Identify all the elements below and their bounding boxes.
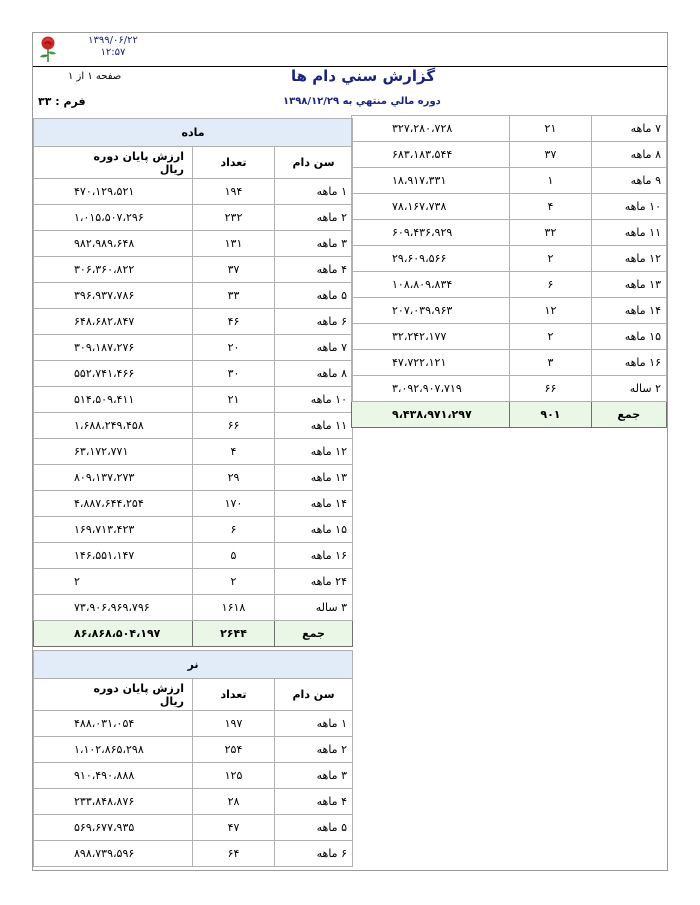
column-header-row [34, 147, 353, 179]
table-row [34, 387, 353, 413]
value-header-line1: ارزش پايان دوره [93, 149, 184, 163]
table-row [352, 298, 667, 324]
value-cell: ۱،۱۰۲،۸۶۵،۲۹۸ [34, 737, 193, 763]
count-cell: ۲۵۴ [193, 737, 275, 763]
report-datetime [83, 35, 143, 59]
male-table-body [34, 651, 353, 867]
count-cell: ۲ [510, 246, 591, 272]
value-header-line2: ريال [159, 694, 184, 708]
count-column-header: تعداد [193, 147, 275, 179]
age-cell: ۲ ماهه [275, 205, 353, 231]
value-column-header [34, 679, 193, 711]
count-cell: ۳۰ [193, 361, 275, 387]
table-row [34, 517, 353, 543]
value-cell: ۱۶۹،۷۱۳،۴۲۳ [34, 517, 193, 543]
age-cell: ۱۱ ماهه [591, 220, 667, 246]
age-cell: ۳ ماهه [275, 231, 353, 257]
value-cell: ۴۷۰،۱۲۹،۵۲۱ [34, 179, 193, 205]
value-cell: ۸۰۹،۱۳۷،۲۷۳ [34, 465, 193, 491]
value-cell: ۵۵۲،۷۴۱،۴۶۶ [34, 361, 193, 387]
age-cell: ۱ ماهه [275, 179, 353, 205]
table-row [352, 324, 667, 350]
table-row [34, 309, 353, 335]
value-cell: ۲ [34, 569, 193, 595]
table-row [352, 116, 667, 142]
age-cell: ۱۰ ماهه [275, 387, 353, 413]
age-cell: ۱۲ ماهه [275, 439, 353, 465]
age-cell: ۱۵ ماهه [591, 324, 667, 350]
count-cell: ۱ [510, 168, 591, 194]
value-cell: ۲۹،۶۰۹،۵۶۶ [352, 246, 510, 272]
count-cell: ۱۹۴ [193, 179, 275, 205]
table-row [34, 231, 353, 257]
total-label: جمع [275, 621, 353, 647]
value-cell: ۷۳،۹۰۶،۹۶۹،۷۹۶ [34, 595, 193, 621]
table-row [352, 142, 667, 168]
table-row [352, 220, 667, 246]
age-cell: ۱۰ ماهه [591, 194, 667, 220]
table-row [352, 194, 667, 220]
age-cell: ۴ ماهه [275, 789, 353, 815]
age-cell: ۵ ماهه [275, 283, 353, 309]
male-continued-body [352, 116, 667, 428]
count-cell: ۴ [510, 194, 591, 220]
female-table [33, 118, 353, 647]
count-cell: ۲۱ [193, 387, 275, 413]
age-column-header: سن دام [275, 679, 353, 711]
count-cell: ۱۲ [510, 298, 591, 324]
value-cell: ۱،۰۱۵،۵۰۷،۲۹۶ [34, 205, 193, 231]
table-row [352, 350, 667, 376]
value-cell: ۲۰۷،۰۳۹،۹۶۳ [352, 298, 510, 324]
table-row [34, 283, 353, 309]
age-cell: ۲ ماهه [275, 737, 353, 763]
age-cell: ۱۴ ماهه [275, 491, 353, 517]
count-cell: ۶۴ [193, 841, 275, 867]
table-row [34, 789, 353, 815]
total-row [34, 621, 353, 647]
table-row [34, 711, 353, 737]
age-cell: ۱۲ ماهه [591, 246, 667, 272]
value-cell: ۱۰۸،۸۰۹،۸۳۴ [352, 272, 510, 298]
table-row [34, 569, 353, 595]
age-cell: ۸ ماهه [275, 361, 353, 387]
value-cell: ۹۱۰،۴۹۰،۸۸۸ [34, 763, 193, 789]
value-cell: ۷۸،۱۶۷،۷۳۸ [352, 194, 510, 220]
age-cell: ۱۶ ماهه [275, 543, 353, 569]
value-cell: ۳۲،۲۴۲،۱۷۷ [352, 324, 510, 350]
table-row [352, 246, 667, 272]
age-cell: ۱۳ ماهه [275, 465, 353, 491]
age-cell: ۲ ساله [591, 376, 667, 402]
value-cell: ۱،۶۸۸،۲۴۹،۴۵۸ [34, 413, 193, 439]
value-cell: ۳۲۷،۲۸۰،۷۲۸ [352, 116, 510, 142]
value-cell: ۴۸۸،۰۳۱،۰۵۴ [34, 711, 193, 737]
value-cell: ۲۳۳،۸۴۸،۸۷۶ [34, 789, 193, 815]
count-cell: ۶۶ [193, 413, 275, 439]
age-cell: ۲۴ ماهه [275, 569, 353, 595]
count-cell: ۳۷ [193, 257, 275, 283]
age-cell: ۱۶ ماهه [591, 350, 667, 376]
age-cell: ۱۵ ماهه [275, 517, 353, 543]
count-cell: ۱۹۷ [193, 711, 275, 737]
value-cell: ۵۱۴،۵۰۹،۴۱۱ [34, 387, 193, 413]
age-cell: ۳ ماهه [275, 763, 353, 789]
value-cell: ۵۶۹،۶۷۷،۹۳۵ [34, 815, 193, 841]
count-column-header: تعداد [193, 679, 275, 711]
column-header-row [34, 679, 353, 711]
total-value: ۹،۴۳۸،۹۷۱،۲۹۷ [352, 402, 510, 428]
table-row [34, 737, 353, 763]
table-row [34, 439, 353, 465]
table-row [34, 361, 353, 387]
table-row [352, 168, 667, 194]
value-header-line1: ارزش پايان دوره [93, 681, 184, 695]
count-cell: ۳ [510, 350, 591, 376]
age-cell: ۷ ماهه [275, 335, 353, 361]
section-header [34, 119, 353, 147]
value-cell: ۴،۸۸۷،۶۴۴،۲۵۴ [34, 491, 193, 517]
count-cell: ۱۲۵ [193, 763, 275, 789]
total-row [352, 402, 667, 428]
table-row [34, 841, 353, 867]
count-cell: ۱۶۱۸ [193, 595, 275, 621]
count-cell: ۲۰ [193, 335, 275, 361]
count-cell: ۶۶ [510, 376, 591, 402]
count-cell: ۲۳۲ [193, 205, 275, 231]
age-column-header: سن دام [275, 147, 353, 179]
report-page [32, 32, 668, 871]
count-cell: ۶ [510, 272, 591, 298]
age-cell: ۶ ماهه [275, 841, 353, 867]
value-cell: ۳،۰۹۲،۹۰۷،۷۱۹ [352, 376, 510, 402]
count-cell: ۴۷ [193, 815, 275, 841]
count-cell: ۶ [193, 517, 275, 543]
total-count: ۹۰۱ [510, 402, 591, 428]
value-cell: ۶۳،۱۷۲،۷۷۱ [34, 439, 193, 465]
count-cell: ۲۱ [510, 116, 591, 142]
count-cell: ۳۷ [510, 142, 591, 168]
count-cell: ۱۷۰ [193, 491, 275, 517]
form-number: فرم : ۳۳ [38, 95, 86, 108]
table-row [34, 335, 353, 361]
total-count: ۲۶۴۴ [193, 621, 275, 647]
value-cell: ۱۸،۹۱۷،۳۳۱ [352, 168, 510, 194]
value-cell: ۹۸۲،۹۸۹،۶۴۸ [34, 231, 193, 257]
report-time: ۱۲:۵۷ [100, 47, 126, 58]
value-cell: ۳۹۶،۹۳۷،۷۸۶ [34, 283, 193, 309]
table-row [34, 815, 353, 841]
table-row [34, 595, 353, 621]
value-cell: ۳۰۶،۳۶۰،۸۲۲ [34, 257, 193, 283]
table-row [34, 763, 353, 789]
age-cell: ۴ ماهه [275, 257, 353, 283]
age-cell: ۶ ماهه [275, 309, 353, 335]
count-cell: ۲ [193, 569, 275, 595]
table-row [352, 376, 667, 402]
value-cell: ۶۰۹،۴۳۶،۹۲۹ [352, 220, 510, 246]
table-row [34, 491, 353, 517]
age-cell: ۸ ماهه [591, 142, 667, 168]
total-value: ۸۶،۸۶۸،۵۰۴،۱۹۷ [34, 621, 193, 647]
male-table [33, 650, 353, 867]
age-cell: ۵ ماهه [275, 815, 353, 841]
age-cell: ۱۴ ماهه [591, 298, 667, 324]
count-cell: ۴۶ [193, 309, 275, 335]
male-continued-table [351, 115, 667, 428]
section-header [34, 651, 353, 679]
female-section-title: ماده [34, 119, 353, 147]
value-cell: ۱۴۶،۵۵۱،۱۴۷ [34, 543, 193, 569]
table-row [34, 543, 353, 569]
count-cell: ۳۳ [193, 283, 275, 309]
value-cell: ۴۷،۷۲۲،۱۲۱ [352, 350, 510, 376]
rose-icon [36, 35, 60, 63]
report-date: ۱۳۹۹/۰۶/۲۲ [88, 35, 138, 46]
female-table-body [34, 119, 353, 647]
table-row [34, 465, 353, 491]
report-title: گزارش سني دام ها [290, 67, 436, 85]
age-cell: ۱ ماهه [275, 711, 353, 737]
age-cell: ۱۳ ماهه [591, 272, 667, 298]
value-header-line2: ريال [159, 162, 184, 176]
value-cell: ۸۹۸،۷۳۹،۵۹۶ [34, 841, 193, 867]
count-cell: ۳۲ [510, 220, 591, 246]
value-cell: ۶۸۳،۱۸۳،۵۴۴ [352, 142, 510, 168]
fiscal-period: دوره مالي منتهي به ۱۳۹۸/۱۲/۲۹ [283, 96, 441, 107]
age-cell: ۳ ساله [275, 595, 353, 621]
age-cell: ۱۱ ماهه [275, 413, 353, 439]
male-section-title: نر [34, 651, 353, 679]
count-cell: ۲۸ [193, 789, 275, 815]
value-column-header [34, 147, 193, 179]
value-cell: ۶۴۸،۶۸۲،۸۴۷ [34, 309, 193, 335]
table-row [34, 179, 353, 205]
count-cell: ۴ [193, 439, 275, 465]
count-cell: ۵ [193, 543, 275, 569]
value-cell: ۳۰۹،۱۸۷،۲۷۶ [34, 335, 193, 361]
table-row [352, 272, 667, 298]
table-row [34, 205, 353, 231]
table-row [34, 257, 353, 283]
age-cell: ۹ ماهه [591, 168, 667, 194]
table-row [34, 413, 353, 439]
count-cell: ۲ [510, 324, 591, 350]
total-label: جمع [591, 402, 667, 428]
count-cell: ۱۳۱ [193, 231, 275, 257]
age-cell: ۷ ماهه [591, 116, 667, 142]
count-cell: ۲۹ [193, 465, 275, 491]
page-number: صفحه ۱ از ۱ [68, 71, 122, 82]
